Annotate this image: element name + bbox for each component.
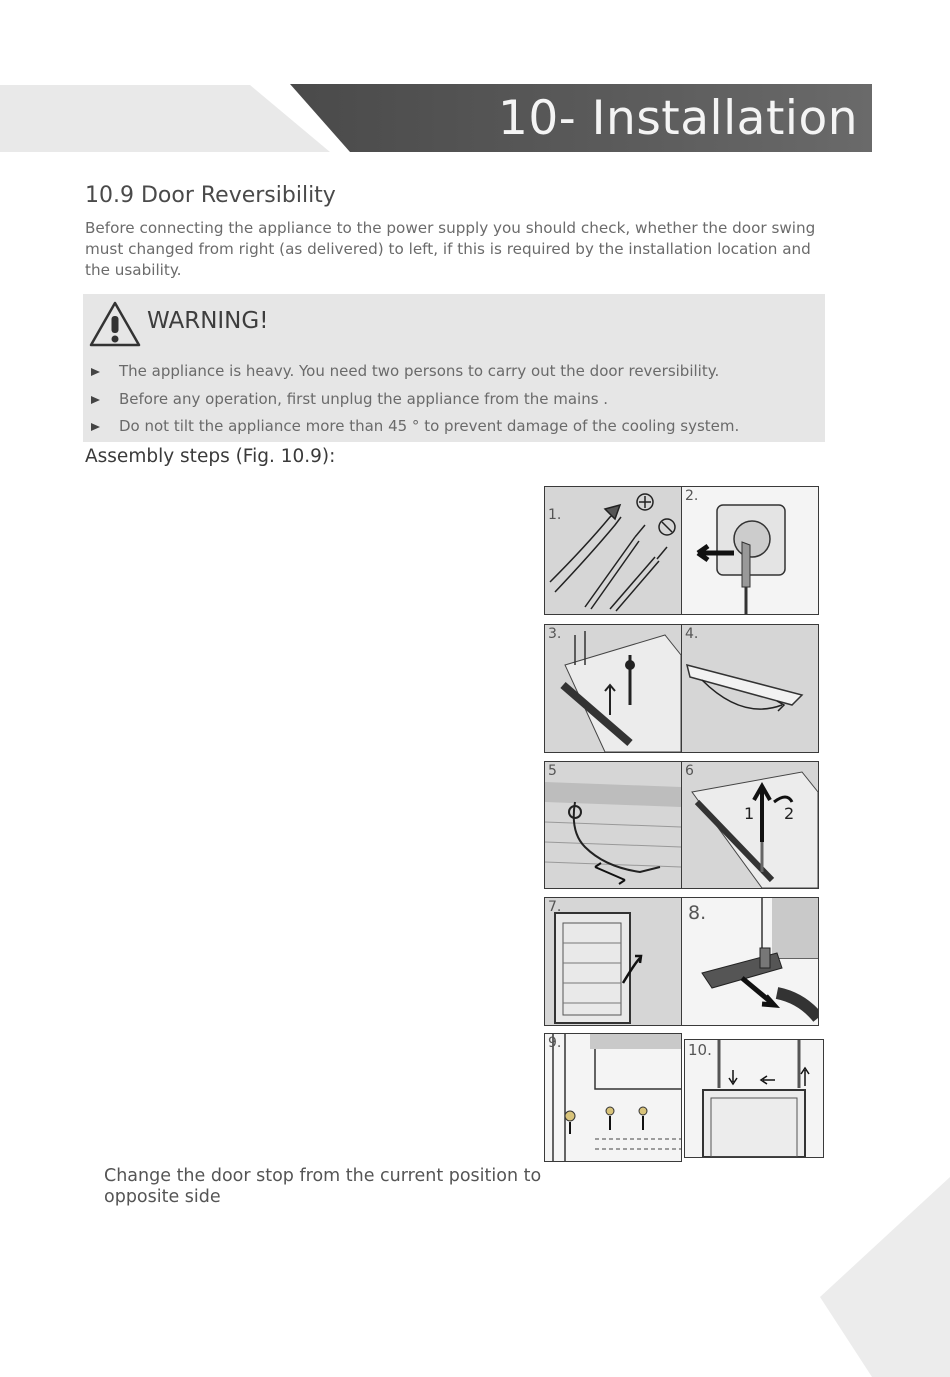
cable-disconnect-illustration <box>545 762 681 888</box>
intro-paragraph: Before connecting the appliance to the power supply you should check, whether the door swing must changed from right (as delivered) to left, if this is required by the installation location and the usability. <box>85 219 816 279</box>
step-3-panel <box>544 624 682 753</box>
warning-item-text: The appliance is heavy. You need two persons to carry out the door reversibility. <box>119 362 720 380</box>
step-number: 6 <box>685 763 694 779</box>
step-4-panel <box>681 624 819 753</box>
step-number: 1. <box>548 507 562 523</box>
bullet-arrow-icon <box>91 423 100 431</box>
warning-box <box>83 294 825 442</box>
hinge-removal-illustration <box>545 625 681 752</box>
cover-removal-illustration <box>682 625 818 752</box>
warning-item <box>89 413 739 441</box>
door-lift-illustration <box>545 898 681 1025</box>
step-number: 9. <box>548 1035 562 1051</box>
step-8-panel <box>681 897 819 1026</box>
tools-illustration <box>545 487 681 614</box>
bullet-arrow-icon <box>91 368 100 376</box>
step-10-panel <box>684 1039 824 1158</box>
warning-list <box>89 358 739 441</box>
hinge-unscrew-illustration <box>682 762 818 888</box>
plug-caps-illustration <box>545 1034 681 1161</box>
step-6-panel <box>681 761 819 889</box>
step-number: 4. <box>685 626 699 642</box>
warning-item <box>89 358 739 386</box>
step-number: 10. <box>688 1041 712 1059</box>
step-9-panel <box>544 1033 682 1162</box>
unplug-illustration <box>682 487 818 614</box>
arrow-label-1: 1 <box>744 804 755 823</box>
step-2-panel <box>681 486 819 615</box>
header-decoration <box>0 85 330 152</box>
warning-item-text: Do not tilt the appliance more than 45 ° to prevent damage of the cooling system. <box>119 417 740 435</box>
step-1-panel <box>544 486 682 615</box>
chapter-title: 10- Installation <box>497 91 858 146</box>
warning-triangle-icon <box>89 300 141 348</box>
step-5-panel <box>544 761 682 889</box>
step-number: 7. <box>548 899 562 915</box>
warning-title: WARNING! <box>147 308 269 334</box>
figure-caption: Change the door stop from the current position to opposite side <box>104 1166 542 1207</box>
section-title: 10.9 Door Reversibility <box>85 183 336 208</box>
corner-decoration <box>820 1177 950 1377</box>
arrow-label-2: 2 <box>784 804 795 823</box>
step-7-panel <box>544 897 682 1026</box>
bullet-arrow-icon <box>91 396 100 404</box>
step-number: 8. <box>688 902 707 924</box>
step-number: 2. <box>685 488 699 504</box>
step-number: 5 <box>548 763 557 779</box>
warning-item-text: Before any operation, first unplug the appliance from the mains . <box>119 389 609 408</box>
warning-item <box>89 386 739 414</box>
step-number: 3. <box>548 626 562 642</box>
assembly-steps-title: Assembly steps (Fig. 10.9): <box>85 446 336 467</box>
